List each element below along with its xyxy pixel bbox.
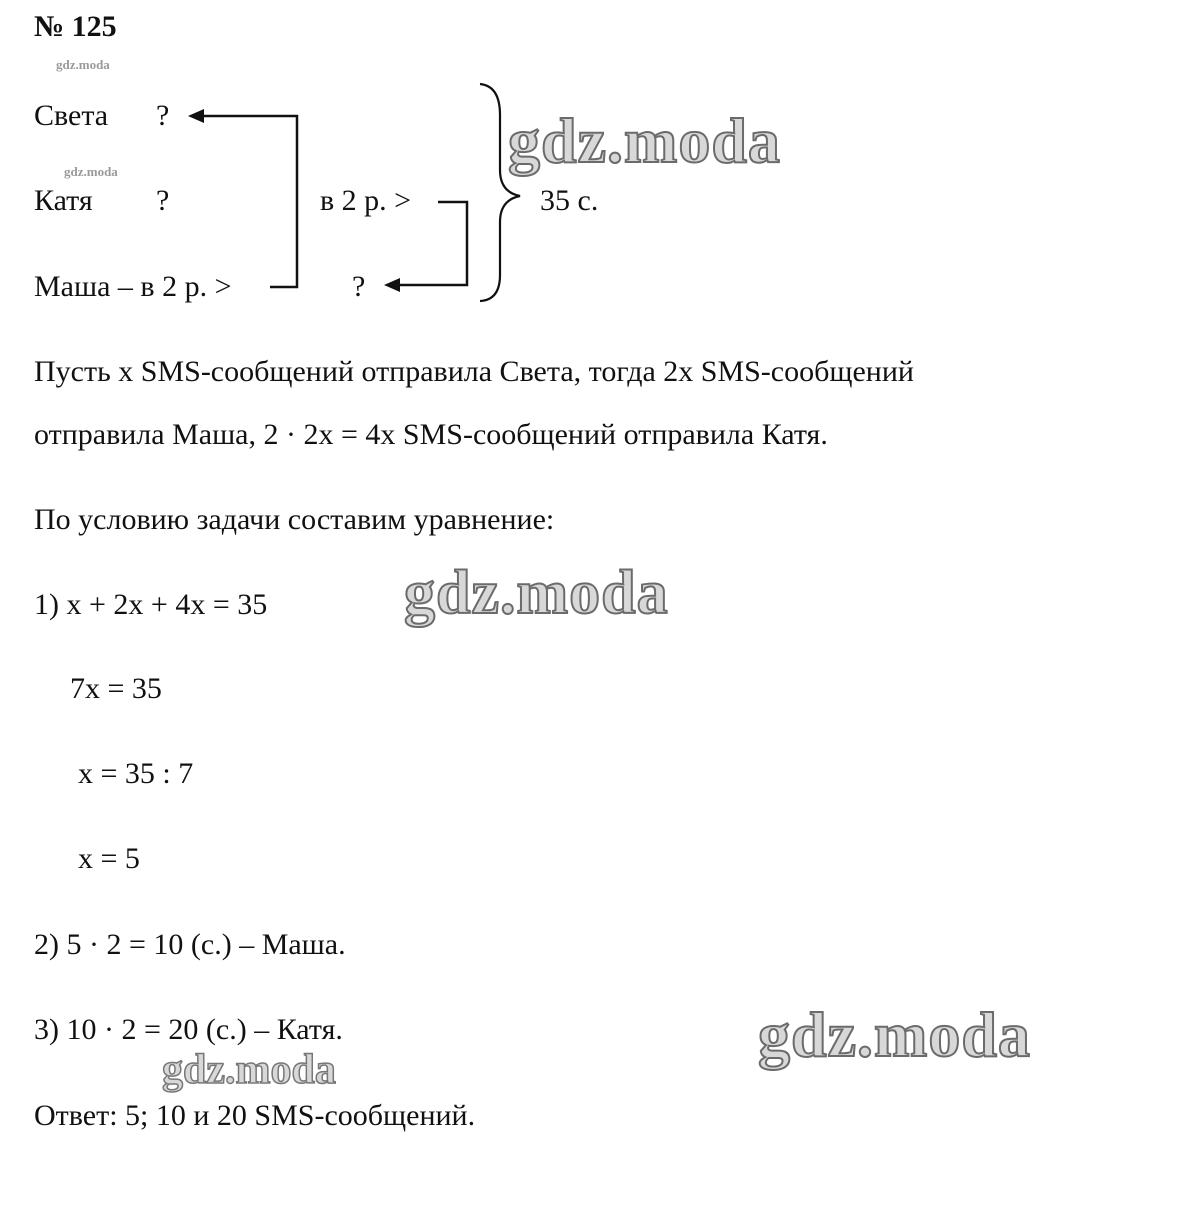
step-1-line-c: x = 5 bbox=[78, 842, 140, 875]
watermark-large: gdz.moda bbox=[758, 999, 1031, 1070]
label-masha: Маша – в 2 р. > bbox=[34, 270, 232, 303]
arrowhead-q bbox=[384, 278, 400, 292]
step-1-line-a: 7x = 35 bbox=[70, 672, 162, 705]
equation-intro: По условию задачи составим уравнение: bbox=[34, 503, 555, 536]
label-sveta: Света bbox=[34, 99, 109, 132]
label-times-two: в 2 р. > bbox=[320, 184, 412, 217]
watermark-large: gdz.moda bbox=[404, 559, 669, 627]
step-3: 3) 10 · 2 = 20 (с.) – Катя. bbox=[34, 1013, 343, 1046]
label-total: 35 с. bbox=[540, 184, 599, 217]
problem-number: № 125 bbox=[34, 10, 117, 43]
step-2: 2) 5 · 2 = 10 (с.) – Маша. bbox=[34, 928, 346, 961]
answer: Ответ: 5; 10 и 20 SMS-сообщений. bbox=[34, 1099, 476, 1132]
watermark-small: gdz.moda bbox=[56, 57, 110, 72]
step-1-equation: 1) x + 2x + 4x = 35 bbox=[34, 588, 268, 621]
watermark-large: gdz.moda bbox=[508, 105, 781, 176]
intro-line-2: отправила Маша, 2 · 2x = 4x SMS-сообщений отправила Катя. bbox=[34, 418, 828, 451]
step-1-line-b: x = 35 : 7 bbox=[78, 757, 194, 790]
question-katya: ? bbox=[156, 184, 170, 217]
label-katya: Катя bbox=[34, 184, 93, 217]
arrow-line-katya-q bbox=[396, 202, 467, 285]
question-sveta: ? bbox=[156, 99, 170, 132]
arrowhead-sveta bbox=[188, 109, 204, 123]
watermark-medium: gdz.moda bbox=[162, 1047, 336, 1093]
watermark-small: gdz.moda bbox=[64, 164, 118, 179]
question-masha-ratio: ? bbox=[352, 270, 366, 303]
arrow-line-masha-sveta bbox=[200, 116, 297, 287]
intro-line-1: Пусть x SMS-сообщений отправила Света, тогда 2x SMS-сообщений bbox=[34, 355, 914, 388]
